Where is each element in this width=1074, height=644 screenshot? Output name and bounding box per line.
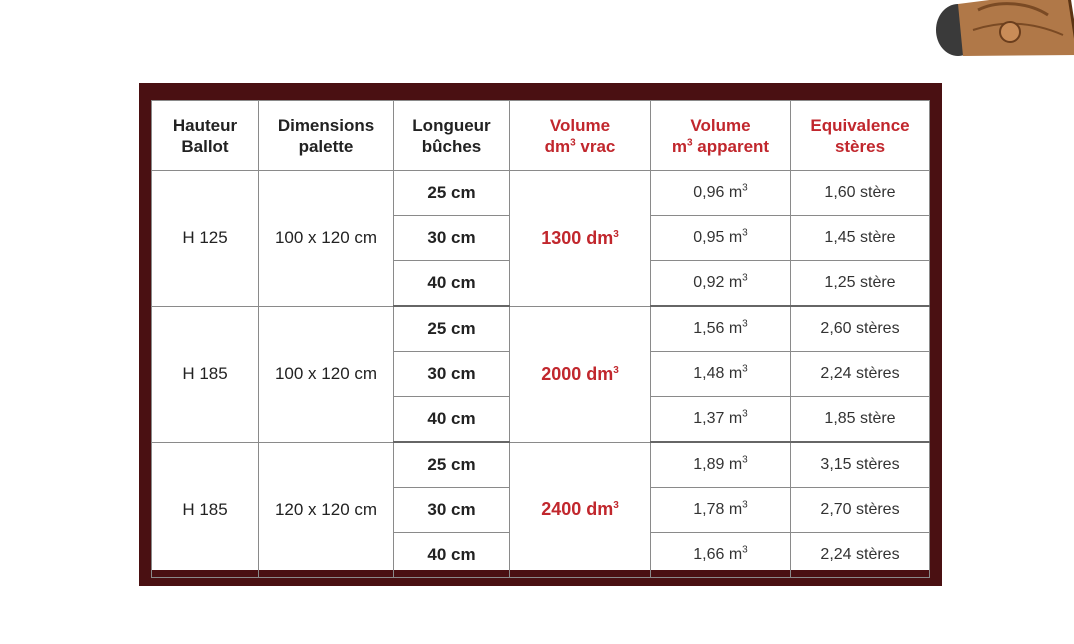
cell-hauteur: H 185: [152, 442, 259, 578]
cell-volume-vrac: 2400 $dm^3$: [510, 442, 651, 578]
table-row: [152, 306, 930, 352]
cell-volume-apparent: 0,96 $m^3$: [651, 171, 791, 216]
cell-volume-apparent: 0,95 $m^3$: [651, 216, 791, 261]
cell-hauteur: H 185: [152, 306, 259, 442]
firewood-log-icon: [918, 0, 1074, 60]
header-volume-vrac: Volume $dm^3$ vrac: [510, 101, 651, 171]
cell-equivalence: 1,85 stère: [791, 397, 930, 443]
cell-volume-apparent: 1,48 $m^3$: [651, 352, 791, 397]
cell-longueur: 30 cm: [394, 216, 510, 261]
cell-dimensions: 120 x 120 cm: [259, 442, 394, 578]
cell-volume-apparent: 1,89 $m^3$: [651, 442, 791, 488]
header-hauteur: Hauteur Ballot: [152, 101, 259, 171]
header-volume-apparent: Volume $m^3$ apparent: [651, 101, 791, 171]
cell-longueur: 40 cm: [394, 533, 510, 578]
cell-volume-vrac: 2000 $dm^3$: [510, 306, 651, 442]
cell-equivalence: 2,24 stères: [791, 352, 930, 397]
table-container: [151, 100, 929, 570]
cell-volume-apparent: 1,56 $m^3$: [651, 306, 791, 352]
header-equivalence: Equivalence stères: [791, 101, 930, 171]
cell-equivalence: 2,24 stères: [791, 533, 930, 578]
cell-longueur: 30 cm: [394, 488, 510, 533]
cell-longueur: 40 cm: [394, 261, 510, 307]
cell-equivalence: 2,60 stères: [791, 306, 930, 352]
cell-longueur: 25 cm: [394, 442, 510, 488]
cell-dimensions: 100 x 120 cm: [259, 306, 394, 442]
cell-equivalence: 2,70 stères: [791, 488, 930, 533]
cell-volume-vrac: 1300 $dm^3$: [510, 171, 651, 307]
table-row: [152, 171, 930, 216]
cell-volume-apparent: 1,37 $m^3$: [651, 397, 791, 443]
cell-longueur: 40 cm: [394, 397, 510, 443]
cell-longueur: 25 cm: [394, 171, 510, 216]
cell-hauteur: H 125: [152, 171, 259, 307]
cell-dimensions: 100 x 120 cm: [259, 171, 394, 307]
firewood-volume-table: [151, 100, 930, 578]
cell-equivalence: 1,60 stère: [791, 171, 930, 216]
cell-volume-apparent: 0,92 $m^3$: [651, 261, 791, 307]
cell-volume-apparent: 1,66 $m^3$: [651, 533, 791, 578]
cell-volume-apparent: 1,78 $m^3$: [651, 488, 791, 533]
table-row: [152, 442, 930, 488]
cell-equivalence: 1,45 stère: [791, 216, 930, 261]
header-dimensions: Dimensions palette: [259, 101, 394, 171]
header-row: [152, 101, 930, 171]
header-longueur: Longueur bûches: [394, 101, 510, 171]
table-frame: [139, 83, 942, 586]
cell-longueur: 25 cm: [394, 306, 510, 352]
cell-equivalence: 3,15 stères: [791, 442, 930, 488]
cell-equivalence: 1,25 stère: [791, 261, 930, 307]
cell-longueur: 30 cm: [394, 352, 510, 397]
